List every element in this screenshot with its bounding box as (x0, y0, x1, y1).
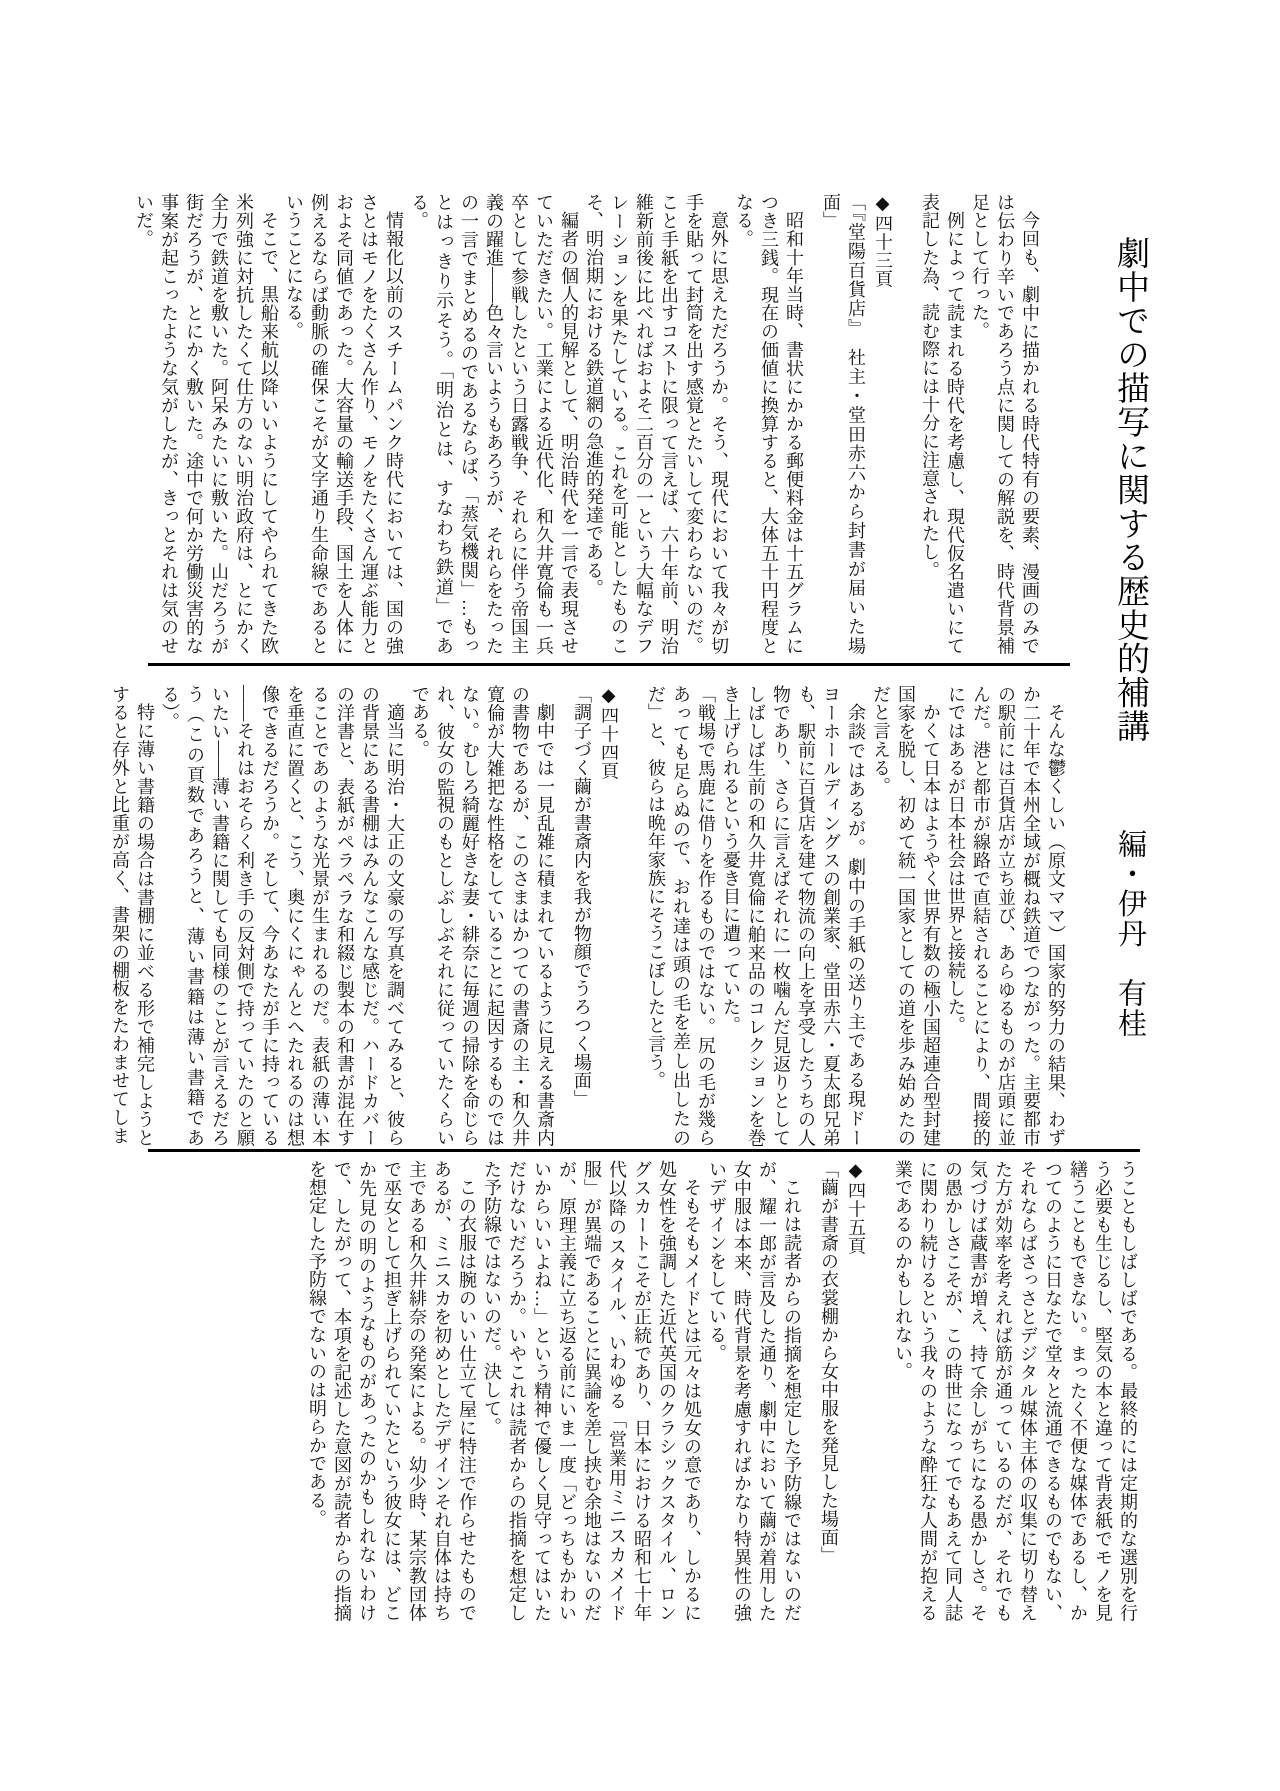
horizontal-divider (148, 663, 1070, 666)
section-page-label: ◆四十五頁 (846, 1160, 866, 1255)
body-paragraph: この衣服は腕のいい仕立て屋に特注で作らせたものであるが、ミニスカを初めとしたデザインそれ自体は持ち主である和久井緋奈の発案による。幼少時、某宗教団体で巫女として担ぎ上げられていたという彼女には、どこか先見の明のようなものがあったのかもしれないわけで、したがって、本項を記述した意図が読者からの指摘を想定した予防線でないのは明らかである。 (307, 1160, 477, 1622)
body-paragraph: かくて日本はようやく世界有数の極小国超連合型封建国家を脱し、初めて統一国家としての道を歩み始めたのだと言える。 (871, 685, 941, 1147)
band-top-section-43 (134, 193, 1042, 655)
band-bottom-section-45 (308, 1160, 1140, 1622)
body-paragraph: そんな鬱くしい（原文ママ）国家的努力の結果、わずか二十年で本州全域が概ね鉄道でつながった。主要都市の駅前には百貨店が立ち並び、あらゆるものが店頭に並んだ。港と都市が線路で直結されることにより、間接的にではあるが日本社会は世界と接続した。 (946, 685, 1066, 1147)
body-paragraph: 劇中では一見乱雑に積まれているように見える書斎内の書物であるが、このさまはかつての書斎の主・和久井寛倫が大雑把な性格をしていることに起因するものではない。むしろ綺麗好きな妻・緋奈に毎週の掃除を命じられ、彼女の監視のもとしぶしぶそれに従っていたくらいである。 (410, 685, 555, 1147)
page-title: 劇中での描写に関する歴史的補講 (1112, 236, 1148, 743)
body-paragraph: 特に薄い書籍の場合は書棚に並べる形で補完しようとすると存外と比重が高く、書架の棚板をたわませてしま (110, 685, 155, 1147)
intro-paragraph: 今回も、劇中に描かれる時代特有の要素、漫画のみでは伝わり辛いであろう点に関しての解説を、時代背景補足として行った。 (970, 193, 1040, 655)
section-page-label: ◆四十四頁 (599, 685, 619, 780)
section-scene-title: 「繭が書斎の衣裳棚から女中服を発見した場面」 (819, 1160, 839, 1565)
body-paragraph: そもそもメイドとは元々は処女の意であり、しかるに処女性を強調した近代英国のクラシックスタイル、ロングスカートこそが正統であり、日本における昭和七十年代以降のスタイル、いわゆる「営業用ミニスカメイド服」が異端であることに異論を差し挟む余地はないのだが、原理主義に立ち返る前にいま一度「どっちもかわいいからいいよね…」という精神で優しく見守ってはいただけないだろうか。いやこれは読者からの指摘を想定した予防線ではないのだ。決して。 (482, 1160, 702, 1622)
section-page-label: ◆四十三頁 (873, 193, 893, 288)
section-scene-title: 「『堂陽百貨店』 社主・堂田赤六から封書が届いた場面」 (821, 193, 866, 655)
quote-paragraph: 「戦場で馬鹿に借りを作るものではない。尻の毛が幾らあっても足らぬので、おれ達は頭の毛を差し出したのだ」と、彼らは晩年家族にそうこぼしたと言う。 (646, 685, 716, 1147)
band-middle-section-44 (110, 685, 1068, 1147)
continuation-paragraph: うこともしばしばである。最終的には定期的な選別を行う必要も生じるし、堅気の本と違って背表紙でモノを見繕うこともできない。まったく不便な媒体であるし、かつてのように日なたで堂々と流通できるものでもない、それならばさっさとデジタル媒体主体の収集に切り替えた方が効率を考えれば筋が通っているのだが、それでも気づけば蔵書が増え、持て余しがちになる愚かしさ。その愚かしさこそが、この時世になってでもあえて同人誌に関わり続けるという我々のような酔狂な人間が抱える業であるのかもしれない。 (893, 1160, 1138, 1622)
body-paragraph: 編者の個人的見解として、明治時代を一言で表現させていただきたい。工業による近代化、和久井寛倫も一兵卒として参戦したという日露戦争、それらに伴う帝国主義の躍進――色々言いようもあろうが、それらをたったの一言でまとめるのであるならば、「蒸気機関」…もっとはっきり示そう。「明治とは、すなわち鉄道」である。 (409, 193, 579, 655)
body-paragraph: 適当に明治・大正の文豪の写真を調べてみると、彼らの背景にある書棚はみんなこんな感じだ。ハードカバーの洋書と、表紙がペラペラな和綴じ製本の和書が混在することであのような光景が生まれるのだ。表紙の薄い本を垂直に置くと、こう、奥にくにゃんとへたれるのは想像できるだろうか。そして、今あなたが手に持っている――それはおそらく利き手の反対側で持っていたのと願いたい――薄い書籍に関しても同様のことが言えるだろう（この頁数であろうと、薄い書籍は薄い書籍である）。 (160, 685, 405, 1147)
body-paragraph: これは読者からの指摘を想定した予防線ではないのだが、耀一郎が言及した通り、劇中において繭が着用した女中服は本来、時代背景を考慮すればかなり特異性の強いデザインをしている。 (707, 1160, 802, 1622)
body-paragraph: 意外に思えただろうか。そう、現代において我々が切手を貼って封筒を出す感覚とたいして変わらないのだ。こと手紙を出すコストに限って言えば、六十年前、明治維新前後に比べればおよそ二百分の一という大幅なデフレーションを果たしている。これを可能としたものこそ、明治期における鉄道網の急進的発達である。 (584, 193, 729, 655)
body-paragraph: 余談ではあるが。劇中の手紙の送り主である現ドーヨーホールディングスの創業家、堂田赤六・夏太郎兄弟も、駅前に百貨店を建て物流の向上を享受したうちの人物であり、さらに言えばそれに一枚噛んだ見返りとしてしばしば生前の和久井寛倫に舶来品のコレクションを巻き上げられるという憂き目に遭っていた。 (721, 685, 866, 1147)
body-paragraph: 昭和十年当時、書状にかかる郵便料金は十五グラムにつき三銭。現在の価値に換算すると、大体五十円程度となる。 (734, 193, 804, 655)
body-paragraph: 情報化以前のスチームパンク時代においては、国の強さとはモノをたくさん作り、モノをたくさん運ぶ能力とおよそ同値であった。大容量の輸送手段、国土を人体に例えるならば動脈の確保こそが文字通り生命線であるということになる。 (284, 193, 404, 655)
horizontal-divider (148, 1149, 1140, 1152)
body-paragraph: そこで、黒船来航以降いいようにしてやられてきた欧米列強に対抗したくて仕方のない明治政府は、とにかく全力で鉄道を敷いた。阿呆みたいに敷いた。山だろうが街だろうが、とにかく敷いた。途中で何か労働災害的な事案が起こったような気がしたが、きっとそれは気のせいだ。 (134, 193, 279, 655)
author-credit: 編・伊丹 有桂 (1114, 829, 1146, 1038)
section-scene-title: 「調子づく繭が書斎内を我が物顔でうろつく場面」 (572, 685, 592, 1109)
intro-paragraph: 例によって読まれる時代を考慮し、現代仮名遣いにて表記した為、読む際には十分に注意されたし。 (920, 193, 965, 655)
